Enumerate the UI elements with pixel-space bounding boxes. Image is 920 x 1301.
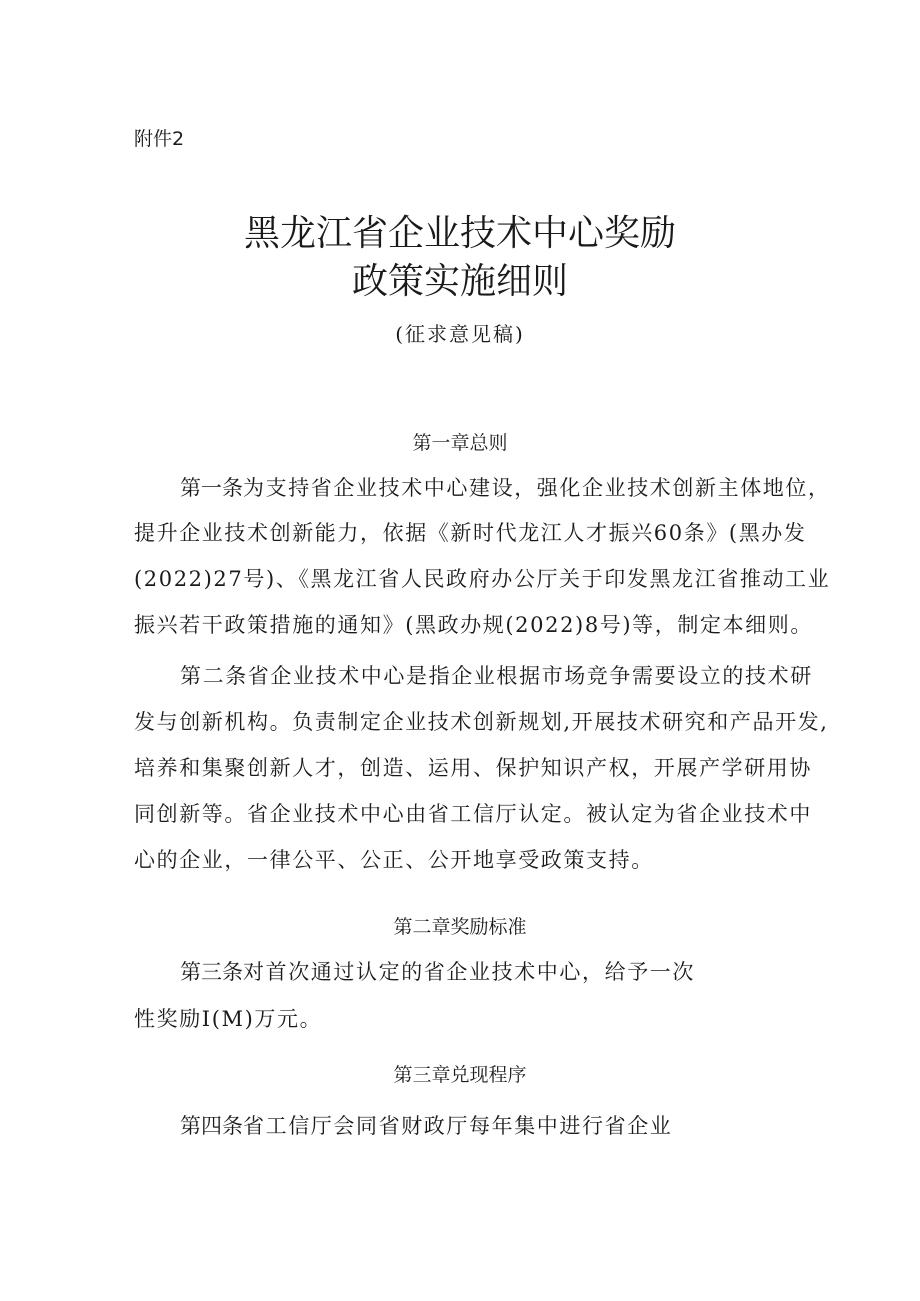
document-title-line-1: 黑龙江省企业技术中心奖励 (243, 213, 676, 254)
article-3-line-1 (180, 956, 695, 986)
document-title-line-2: 政策实施细则 (351, 261, 568, 302)
article-1-line-2: 提升企业技术创新能力，依据《新时代龙江人才振兴60条》(黑办发 (134, 521, 807, 545)
article-1-line-1 (180, 472, 831, 502)
article-4-label: 第四条 (180, 1114, 243, 1138)
chapter-heading-1: 第一章总则 (412, 432, 508, 454)
chapter-heading-2: 第二章奖励标准 (393, 916, 527, 938)
document-subtitle: (征求意见稿) (395, 322, 525, 346)
article-1-text-1: 为支持省企业技术中心建设，强化企业技术创新主体地位， (243, 476, 831, 500)
chapter-heading-3: 第三章兑现程序 (393, 1064, 527, 1086)
article-3-label: 第三条 (180, 960, 243, 984)
attachment-label: 附件2 (134, 128, 185, 150)
article-4-text-1: 省工信厅会同省财政厅每年集中进行省企业 (243, 1114, 673, 1138)
article-1-line-3: (2022)27号)、《黑龙江省人民政府办公厅关于印发黑龙江省推动工业 (134, 567, 831, 591)
article-2-line-3: 培养和集聚创新人才，创造、运用、保护知识产权，开展产学研用协 (134, 756, 812, 780)
article-2-line-4: 同创新等。省企业技术中心由省工信厅认定。被认定为省企业技术中 (134, 802, 812, 826)
article-2-line-5: 心的企业，一律公平、公正、公开地享受政策支持。 (134, 848, 654, 872)
article-1-line-4: 振兴若干政策措施的通知》(黑政办规(2022)8号)等，制定本细则。 (134, 613, 813, 637)
article-3-text-1: 对首次通过认定的省企业技术中心，给予一次 (243, 960, 695, 984)
article-3-line-2: 性奖励I(M)万元。 (134, 1007, 323, 1031)
article-2-line-1: 第二条省企业技术中心是指企业根据市场竞争需要设立的技术研 (180, 664, 813, 688)
article-4-line-1 (180, 1110, 672, 1140)
article-1-label: 第一条 (180, 476, 243, 500)
article-2-line-2: 发与创新机构。负责制定企业技术创新规划,开展技术研究和产品开发, (134, 710, 829, 734)
